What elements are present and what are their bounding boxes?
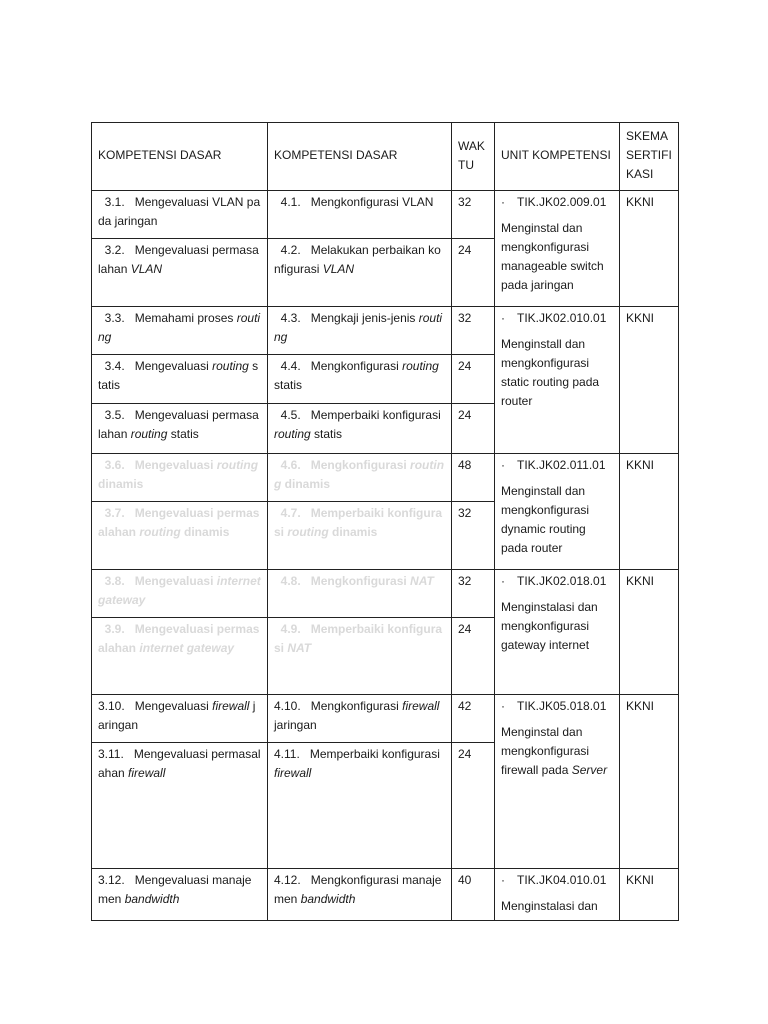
waktu-cell: 48 [452, 454, 495, 502]
waktu-cell: 40 [452, 869, 495, 921]
kd-cell: 3.2. Mengevaluasi permasalahan VLAN [92, 239, 268, 307]
header-waktu: WAK TU [452, 123, 495, 191]
kd-cell: 4.7. Memperbaiki konfigurasi routing dinamis [268, 502, 452, 570]
unit-cell: · TIK.JK05.018.01 Menginstal dan mengkonfigurasi firewall pada Server [495, 695, 620, 869]
competency-table [91, 122, 679, 921]
waktu-cell: 42 [452, 695, 495, 743]
waktu-cell: 24 [452, 618, 495, 695]
skema-cell: KKNI [620, 191, 679, 307]
waktu-cell: 32 [452, 502, 495, 570]
header-kompetensi-dasar-2: KOMPETENSI DASAR [268, 123, 452, 191]
skema-cell: KKNI [620, 307, 679, 454]
header-skema-sertifikasi: SKEMA SERTIFI KASI [620, 123, 679, 191]
kd-cell: 3.12. Mengevaluasi manajemen bandwidth [92, 869, 268, 921]
skema-cell: KKNI [620, 869, 679, 921]
kd-cell: 3.3. Memahami proses routing [92, 307, 268, 355]
table-row [92, 695, 679, 743]
header-row [92, 123, 679, 191]
kd-cell: 3.10. Mengevaluasi firewall jaringan [92, 695, 268, 743]
table-row [92, 869, 679, 921]
kd-cell: 4.11. Memperbaiki konfigurasi firewall [268, 743, 452, 869]
kd-cell: 4.1. Mengkonfigurasi VLAN [268, 191, 452, 239]
kd-cell: 4.4. Mengkonfigurasi routing statis [268, 355, 452, 404]
kd-cell: 3.11. Mengevaluasi permasalahan firewall [92, 743, 268, 869]
table-row [92, 570, 679, 618]
waktu-cell: 32 [452, 191, 495, 239]
table-row [92, 454, 679, 502]
waktu-cell: 32 [452, 570, 495, 618]
skema-cell: KKNI [620, 570, 679, 695]
unit-cell: · TIK.JK02.018.01 Menginstalasi dan mengkonfigurasi gateway internet [495, 570, 620, 695]
kd-cell: 4.12. Mengkonfigurasi manajemen bandwidth [268, 869, 452, 921]
unit-cell: · TIK.JK02.010.01 Menginstall dan mengkonfigurasi static routing pada router [495, 307, 620, 454]
kd-cell: 4.10. Mengkonfigurasi firewall jaringan [268, 695, 452, 743]
kd-cell: 4.5. Memperbaiki konfigurasi routing statis [268, 404, 452, 454]
skema-cell: KKNI [620, 454, 679, 570]
waktu-cell: 24 [452, 355, 495, 404]
unit-cell: · TIK.JK02.011.01 Menginstall dan mengkonfigurasi dynamic routing pada router [495, 454, 620, 570]
header-kompetensi-dasar-1: KOMPETENSI DASAR [92, 123, 268, 191]
table-row [92, 191, 679, 239]
kd-cell: 4.2. Melakukan perbaikan konfigurasi VLAN [268, 239, 452, 307]
kd-cell: 3.6. Mengevaluasi routing dinamis [92, 454, 268, 502]
header-unit-kompetensi: UNIT KOMPETENSI [495, 123, 620, 191]
waktu-cell: 24 [452, 743, 495, 869]
waktu-cell: 24 [452, 404, 495, 454]
kd-cell: 3.1. Mengevaluasi VLAN pada jaringan [92, 191, 268, 239]
kd-cell: 4.8. Mengkonfigurasi NAT [268, 570, 452, 618]
waktu-cell: 32 [452, 307, 495, 355]
kd-cell: 3.5. Mengevaluasi permasalahan routing statis [92, 404, 268, 454]
kd-cell: 4.6. Mengkonfigurasi routing dinamis [268, 454, 452, 502]
kd-cell: 3.4. Mengevaluasi routing statis [92, 355, 268, 404]
waktu-cell: 24 [452, 239, 495, 307]
skema-cell: KKNI [620, 695, 679, 869]
kd-cell: 3.8. Mengevaluasi internet gateway [92, 570, 268, 618]
kd-cell: 3.9. Mengevaluasi permasalahan internet gateway [92, 618, 268, 695]
table-row [92, 307, 679, 355]
unit-cell: · TIK.JK04.010.01 Menginstalasi dan [495, 869, 620, 921]
unit-cell: · TIK.JK02.009.01 Menginstal dan mengkonfigurasi manageable switch pada jaringan [495, 191, 620, 307]
kd-cell: 3.7. Mengevaluasi permasalahan routing dinamis [92, 502, 268, 570]
kd-cell: 4.9. Memperbaiki konfigurasi NAT [268, 618, 452, 695]
kd-cell: 4.3. Mengkaji jenis-jenis routing [268, 307, 452, 355]
